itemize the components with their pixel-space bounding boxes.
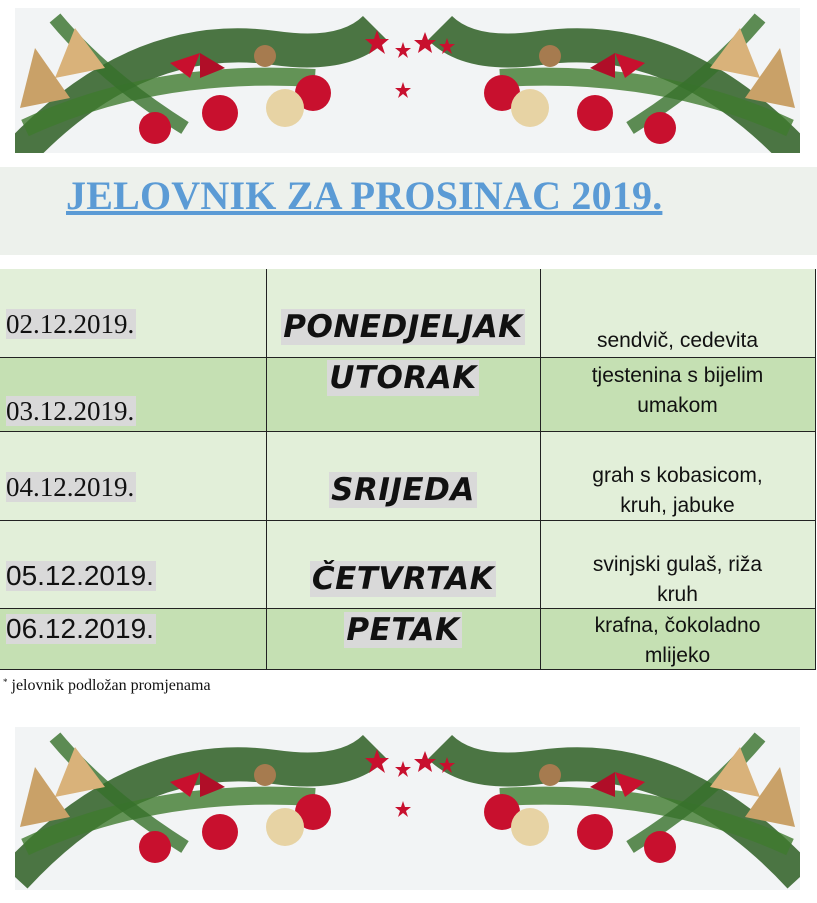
date-cell (0, 269, 266, 357)
day-text: UTORAK (329, 359, 477, 396)
food-cell (540, 357, 815, 431)
food-cell (540, 431, 815, 520)
day-cell (266, 269, 540, 357)
day-text: PETAK (346, 611, 460, 648)
day-text: SRIJEDA (331, 471, 475, 508)
food-text: tjestenina s bijelim umakom (591, 363, 764, 417)
table-row (0, 520, 815, 608)
garland-left (15, 18, 375, 153)
page-title: JELOVNIK ZA PROSINAC 2019. (66, 173, 663, 218)
table-row (0, 608, 815, 669)
garland-right (440, 18, 800, 153)
day-cell (266, 608, 540, 669)
christmas-garland-banner-bottom (15, 727, 800, 890)
date-text: 03.12.2019. (6, 395, 135, 426)
note-text: jelovnik podložan promjenama (11, 677, 211, 694)
table-row (0, 269, 815, 357)
day-cell (266, 431, 540, 520)
note-marker: * (3, 677, 8, 687)
table-row (0, 431, 815, 520)
food-text: krafna, čokoladno mlijeko (594, 613, 761, 667)
christmas-garland-banner-top (15, 8, 800, 153)
food-text: sendvič, cedevita (596, 329, 759, 352)
date-cell (0, 357, 266, 431)
date-text: 02.12.2019. (6, 309, 135, 339)
date-cell (0, 608, 266, 669)
garland-right (440, 737, 800, 877)
table-row (0, 357, 815, 431)
food-cell (540, 269, 815, 357)
date-text: 04.12.2019. (6, 471, 135, 502)
christmas-garland-image (15, 727, 800, 890)
food-cell (540, 608, 815, 669)
day-text: PONEDJELJAK (283, 309, 523, 345)
date-text: 05.12.2019. (6, 559, 154, 591)
day-text: ČETVRTAK (311, 560, 495, 597)
garland-left (15, 737, 375, 877)
food-text: svinjski gulaš, riža kruh (592, 552, 763, 606)
christmas-garland-image (15, 8, 800, 153)
date-cell (0, 431, 266, 520)
menu-table (0, 269, 816, 670)
day-cell (266, 357, 540, 431)
date-text: 06.12.2019. (6, 612, 154, 644)
menu-note (3, 677, 211, 695)
day-cell (266, 520, 540, 608)
date-cell (0, 520, 266, 608)
food-text: grah s kobasicom, kruh, jabuke (592, 463, 763, 517)
food-cell (540, 520, 815, 608)
